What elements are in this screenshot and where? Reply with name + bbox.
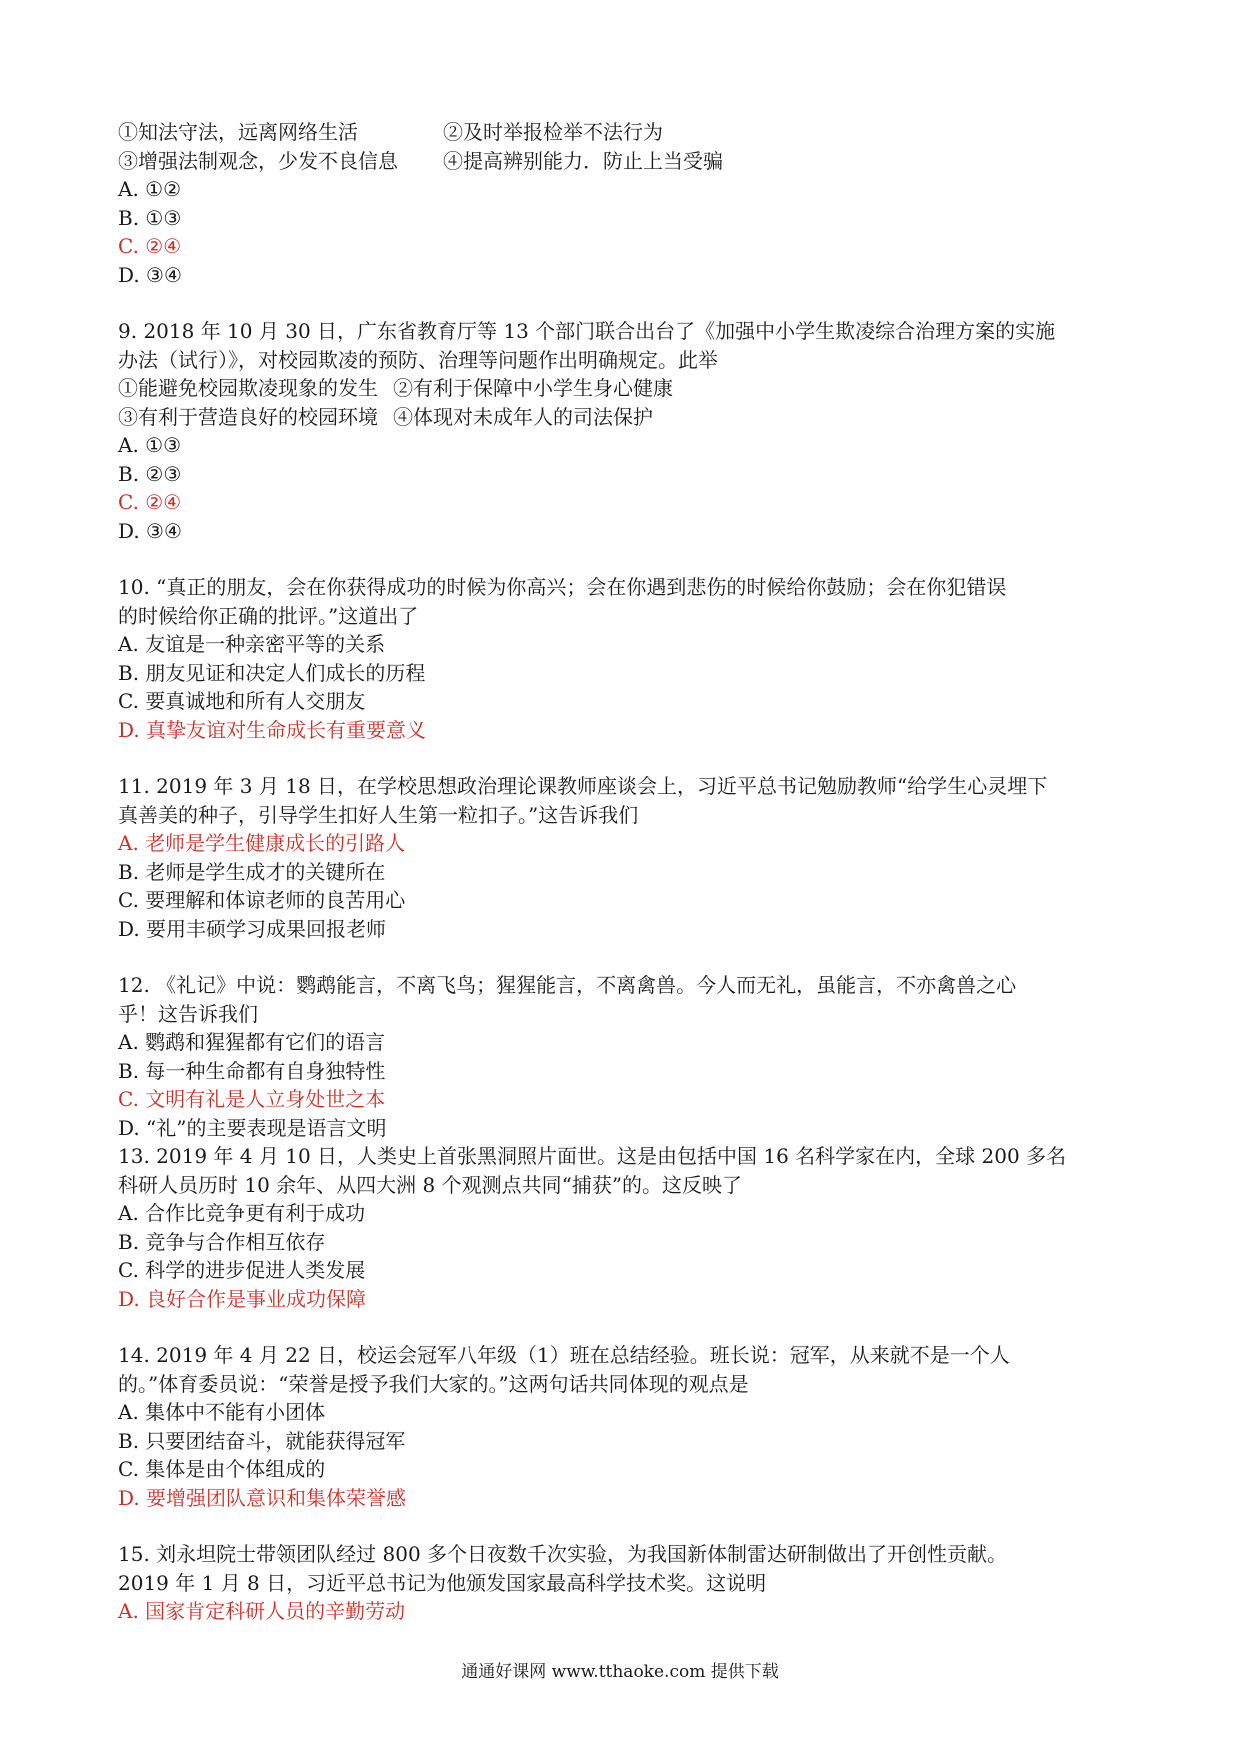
option-a-answer: A. 国家肯定科研人员的辛勤劳动: [118, 1599, 406, 1623]
option-c-answer: C. 文明有礼是人立身处世之本: [118, 1087, 386, 1111]
question-11-stem: 真善美的种子，引导学生扣好人生第一粒扣子。”这告诉我们: [118, 802, 639, 827]
option-a: A. 友谊是一种亲密平等的关系: [118, 632, 386, 656]
option-a: A. ①②: [118, 177, 182, 201]
question-10-stem: 的时候给你正确的批评。”这道出了: [118, 603, 419, 628]
statements-row: [118, 118, 1130, 147]
statement: ②及时举报检举不法行为: [443, 120, 663, 144]
page-footer: 通通好课网 www.tthaoke.com 提供下载: [461, 1662, 779, 1682]
statement: ①能避免校园欺凌现象的发生: [118, 376, 378, 400]
question-12-stem: 乎！这告诉我们: [118, 1001, 258, 1026]
option-b: B. 老师是学生成才的关键所在: [118, 859, 386, 884]
option-a: A. 鹦鹉和猩猩都有它们的语言: [118, 1030, 386, 1054]
option-d-answer: D. 良好合作是事业成功保障: [118, 1286, 367, 1311]
option-b: B. 每一种生命都有自身独特性: [118, 1058, 386, 1083]
question-14-stem: 的。”体育委员说：“荣誉是授予我们大家的。”这两句话共同体现的观点是: [118, 1371, 749, 1396]
option-b: B. 竞争与合作相互依存: [118, 1229, 326, 1254]
option-d: D. “礼”的主要表现是语言文明: [118, 1115, 387, 1140]
option-c: C. 要真诚地和所有人交朋友: [118, 689, 366, 713]
statement: ①知法守法，远离网络生活: [118, 120, 358, 144]
option-d: D. ③④: [118, 262, 182, 287]
option-a: A. 合作比竞争更有利于成功: [118, 1201, 366, 1225]
question-10-stem: 10. “真正的朋友，会在你获得成功的时候为你高兴；会在你遇到悲伤的时候给你鼓励；会在你犯错误: [118, 575, 1007, 599]
option-c: C. 集体是由个体组成的: [118, 1457, 326, 1481]
statements-row: [118, 374, 1130, 403]
question-9-stem: 9. 2018 年 10 月 30 日，广东省教育厅等 13 个部门联合出台了《加强中小学生欺凌综合治理方案的实施: [118, 319, 1056, 343]
question-9-stem: 办法（试行）》，对校园欺凌的预防、治理等问题作出明确规定。此举: [118, 347, 718, 372]
option-d-answer: D. 要增强团队意识和集体荣誉感: [118, 1485, 407, 1510]
statement: ③有利于营造良好的校园环境: [118, 404, 378, 429]
question-13-stem: 13. 2019 年 4 月 10 日，人类史上首张黑洞照片面世。这是由包括中国 16 名科学家在内，全球 200 多名: [118, 1144, 1067, 1168]
option-b: B. 朋友见证和决定人们成长的历程: [118, 660, 426, 685]
option-d: D. 要用丰硕学习成果回报老师: [118, 916, 387, 941]
question-14-stem: 14. 2019 年 4 月 22 日，校运会冠军八年级（1）班在总结经验。班长说：冠军，从来就不是一个人: [118, 1343, 1010, 1367]
question-15-stem: 2019 年 1 月 8 日，习近平总书记为他颁发国家最高科学技术奖。这说明: [118, 1570, 767, 1595]
question-11-stem: 11. 2019 年 3 月 18 日，在学校思想政治理论课教师座谈会上，习近平总书记勉励教师“给学生心灵埋下: [118, 774, 1048, 798]
statement: ②有利于保障中小学生身心健康: [393, 376, 673, 400]
option-c: C. 要理解和体谅老师的良苦用心: [118, 888, 406, 912]
option-c: C. 科学的进步促进人类发展: [118, 1258, 366, 1282]
question-content: [118, 118, 1130, 1626]
option-a: A. ①③: [118, 433, 182, 457]
question-12-stem: 12. 《礼记》中说：鹦鹉能言，不离飞鸟；猩猩能言，不离禽兽。今人而无礼，虽能言，不亦禽兽之心: [118, 973, 1017, 997]
option-b: B. ①③: [118, 205, 182, 230]
option-a: A. 集体中不能有小团体: [118, 1400, 326, 1424]
statements-row: [118, 403, 1130, 432]
question-15-stem: 15. 刘永坦院士带领团队经过 800 多个日夜数千次实验，为我国新体制雷达研制做出了开创性贡献。: [118, 1542, 1008, 1566]
option-d-answer: D. 真挚友谊对生命成长有重要意义: [118, 717, 427, 742]
question-13-stem: 科研人员历时 10 余年、从四大洲 8 个观测点共同“捕获”的。这反映了: [118, 1172, 743, 1197]
option-c-answer: C. ②④: [118, 234, 182, 258]
option-d: D. ③④: [118, 518, 182, 543]
statement: ④提高辨别能力．防止上当受骗: [443, 148, 723, 173]
statement: ④体现对未成年人的司法保护: [393, 404, 653, 429]
option-b: B. 只要团结奋斗，就能获得冠军: [118, 1428, 406, 1453]
statements-row: [118, 147, 1130, 176]
option-a-answer: A. 老师是学生健康成长的引路人: [118, 831, 406, 855]
statement: ③增强法制观念，少发不良信息: [118, 148, 398, 173]
option-c-answer: C. ②④: [118, 490, 182, 514]
option-b: B. ②③: [118, 461, 182, 486]
